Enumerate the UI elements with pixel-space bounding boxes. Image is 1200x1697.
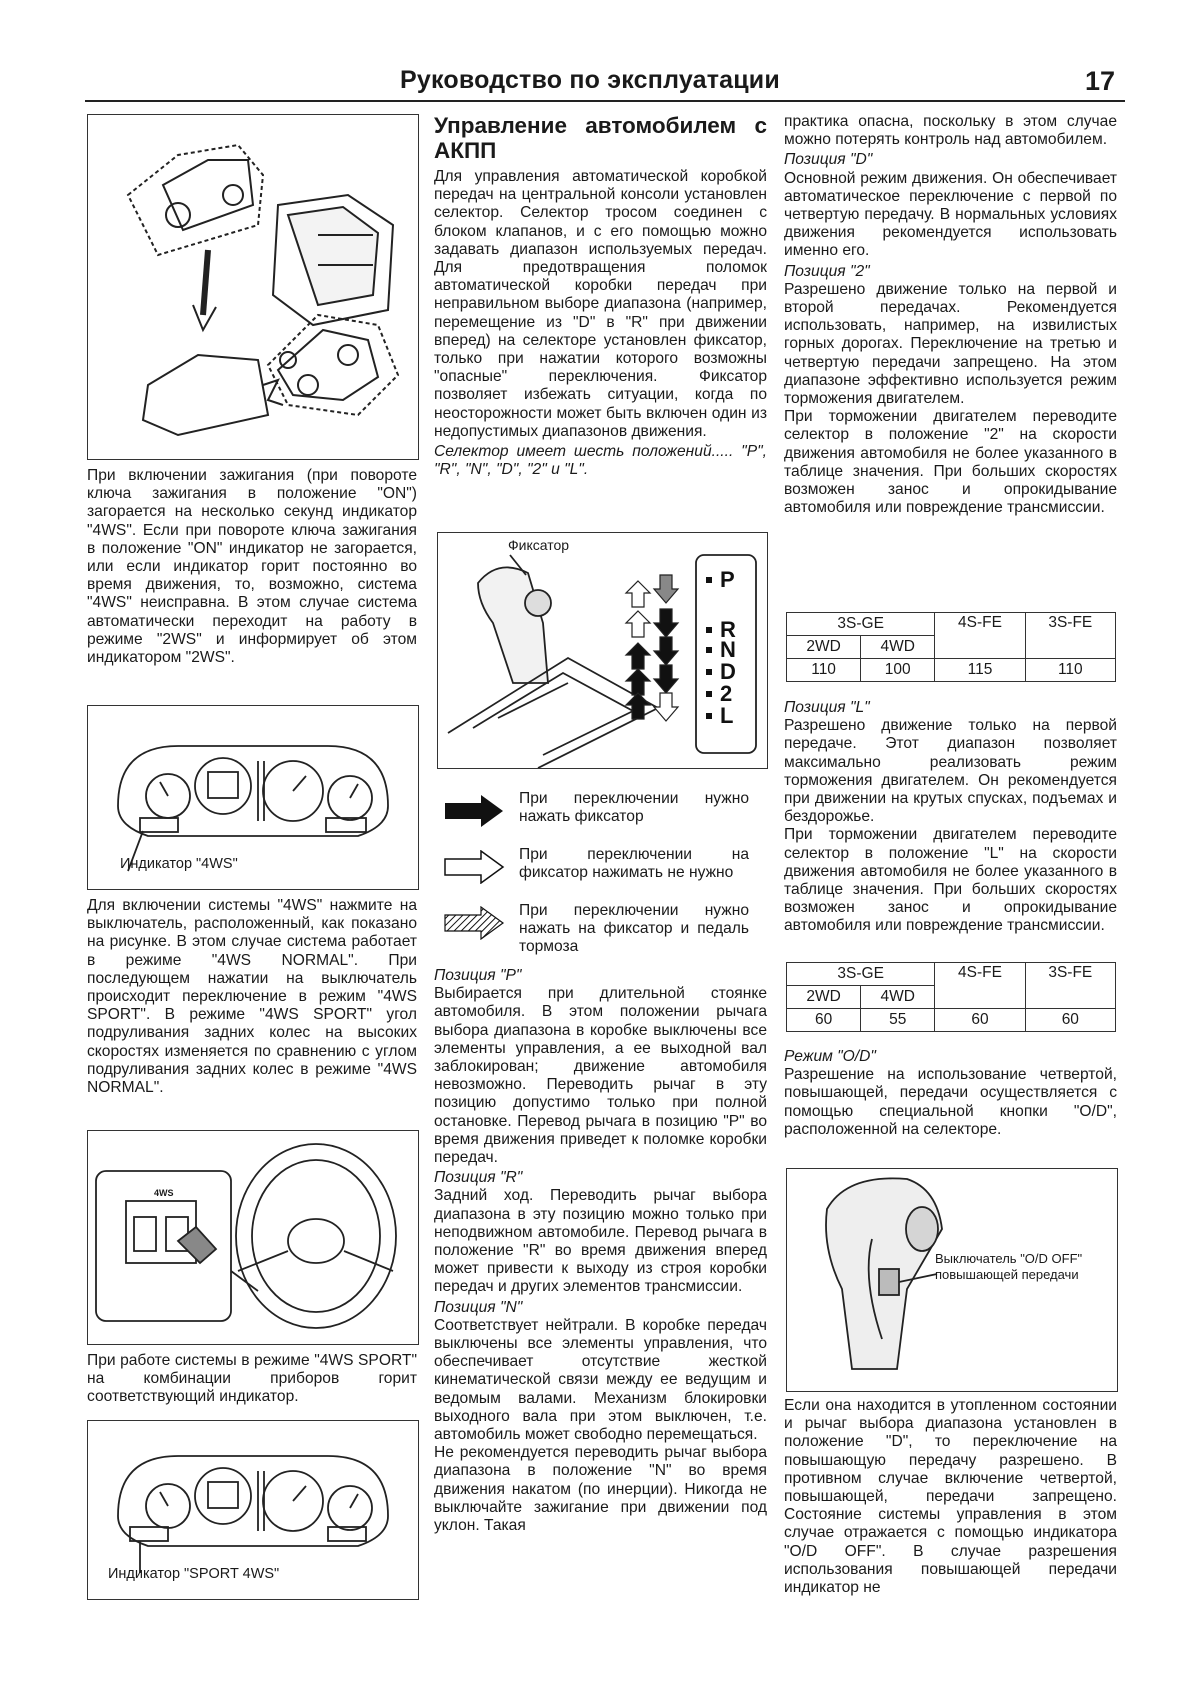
- middle-text-2: [434, 965, 767, 1535]
- table2-header-4sfe: 4S-FE: [935, 963, 1025, 1009]
- position-d-title: Позиция "D": [784, 151, 873, 169]
- table1-cell: 110: [787, 659, 861, 682]
- table2-cell: 60: [935, 1009, 1025, 1032]
- gear-letters: [706, 567, 736, 728]
- paragraph-ignition: При включении зажигания (при повороте ключа зажигания в положение "ON") загорается на несколько секунд индикатор "4WS". Если при повороте ключа зажигания в положение "ON" индикатор не загорается, или если индикатор горит постоянно во время движения, то, возможно, система "4WS" неисправна. В этом случае система автоматически переходит на работу в режиме "2WS" и информирует об этом индикатором "2WS".: [87, 467, 417, 667]
- gear-selector-illustration: [438, 533, 767, 768]
- black-arrow-icon: [443, 794, 505, 828]
- gear-l: L: [720, 703, 734, 728]
- arrow-legend: [443, 790, 763, 960]
- position-d-text: Основной режим движения. Он обеспечивает автоматическое переключение с первой по четвертую передачу. В нормальных условиях движения рекомендуется использовать именно его.: [784, 169, 1117, 260]
- position-l-title: Позиция "L": [784, 699, 870, 716]
- right-text-2: [784, 697, 1117, 936]
- caption-sport-4ws-indicator: Индикатор "SPORT 4WS": [108, 1566, 280, 1582]
- gear-d: D: [720, 659, 736, 684]
- table2-sub-2wd: 2WD: [787, 986, 861, 1009]
- position-2-braking: При торможении двигателем переводите селектор в положение "2" на скорости движения автомобиля не более указанного в таблице значения. При больших скоростях возможен занос и опрокидывание автомобиля или повреждение трансмиссии.: [784, 408, 1117, 517]
- table2-cell: 60: [787, 1009, 861, 1032]
- table1-sub-2wd: 2WD: [787, 636, 861, 659]
- switch-label-4ws: 4WS: [154, 1188, 174, 1198]
- table1-cell: 100: [861, 659, 935, 682]
- position-l-text: Разрешено движение только на первой передаче. Этот диапазон позволяет максимально реализовать режим торможения двигателем. Он рекомендуется при движении на крутых спусках, подъемах и бездорожье.: [784, 717, 1117, 826]
- table2-cell: 55: [861, 1009, 935, 1032]
- figure-car-collision: [87, 114, 419, 460]
- position-n-title: Позиция "N": [434, 1298, 523, 1316]
- left-text-2: [87, 897, 417, 1097]
- gear-n: N: [720, 637, 736, 662]
- paragraph-selector: Для управления автоматической коробкой передач на центральной консоли установлен селектор. Селектор тросом соединен с блоком клапанов, и с его помощью можно задавать диапазон используемых передач. Для предотвращения поломок автоматической коробки передач при неправильном выборе диапазона (например, перемещение из "D" в "R" при движении вперед) на селекторе установлен фиксатор, только при нажатии которого возможны "опасные" переключения. Фиксатор позволяет избежать ситуации, когда по неосторожности может быть включен один из недопустимых диапазонов движения.: [434, 168, 767, 440]
- car-collision-illustration: [88, 115, 418, 459]
- position-n-text-2: Не рекомендуется переводить рычаг выбора диапазона в положение "N" во время движения накатом (по инерции). Никогда не выключайте зажигание при движении под уклон. Такая: [434, 1444, 767, 1535]
- position-p-text: Выбирается при длительной стоянке автомобиля. В этом положении рычага выбора диапазона в коробке выключены все элементы управления, а ее выходной вал заблокирован; движение автомобиля невозможно. Переводить рычаг в эту позицию допустимо только при полной остановке. Перевод рычага в позицию "P" во время движения приведет к поломке коробки передач.: [434, 985, 767, 1167]
- speed-table-position-l: [786, 962, 1116, 1032]
- figure-dashboard-4ws: [87, 705, 419, 890]
- table2-cell: 60: [1025, 1009, 1115, 1032]
- caption-4ws-indicator: Индикатор "4WS": [120, 856, 238, 872]
- paragraph-continuation: практика опасна, поскольку в этом случае можно потерять контроль над автомобилем.: [784, 113, 1117, 149]
- speed-table-position-2: [786, 612, 1116, 682]
- steering-wheel-illustration: [88, 1131, 418, 1344]
- selector-positions-note: Селектор имеет шесть положений..... "P", "R", "N", "D", "2" и "L".: [434, 443, 767, 479]
- gear-2: 2: [720, 681, 733, 706]
- page-number: 17: [1084, 66, 1115, 96]
- table1-sub-4wd: 4WD: [861, 636, 935, 659]
- legend-text-black: При переключении нужно нажать фиксатор: [519, 790, 749, 826]
- paragraph-4ws-switch: Для включении системы "4WS" нажмите на выключатель, расположенный, как показано на рисунке. В этом случае система работает в режиме "4WS NORMAL". При последующем нажатии на выключатель происходит переключение в режим "4WS SPORT". В режиме "4WS SPORT" угол подруливания задних колес на высоких скоростях изменяется по сравнению с углом подруливания задних колес в режиме "4WS NORMAL".: [87, 897, 417, 1097]
- position-p-title: Позиция "P": [434, 967, 522, 984]
- legend-text-white: При переключении на фиксатор нажимать не нужно: [519, 846, 749, 882]
- position-2-title: Позиция "2": [784, 262, 870, 280]
- table2-sub-4wd: 4WD: [861, 986, 935, 1009]
- position-l-braking: При торможении двигателем переводите селектор в положение "L" на скорости движения автомобиля не более указанного в таблице значения. При больших скоростях возможен занос и опрокидывание автомобиля или повреждение трансмиссии.: [784, 826, 1117, 935]
- figure-gear-selector: [437, 532, 768, 769]
- hatched-arrow-icon: [443, 906, 505, 940]
- table1-cell: 110: [1025, 659, 1115, 682]
- right-text-1: [784, 113, 1117, 517]
- figure-4ws-switch: [87, 1130, 419, 1345]
- label-od-off-switch: Выключатель "O/D OFF" повышающей передачи: [935, 1251, 1083, 1282]
- position-r-title: Позиция "R": [434, 1169, 523, 1187]
- od-mode-title: Режим "O/D": [784, 1048, 876, 1065]
- middle-text-1: [434, 113, 767, 479]
- od-mode-text: Разрешение на использование четвертой, повышающей, передачи осуществляется с помощью специальной кнопки "O/D", расположенной на селекторе.: [784, 1066, 1117, 1138]
- position-2-text: Разрешено движение только на первой и второй передачах. Рекомендуется использовать, например, на извилистых горных дорогах. Переключение на третью и четвертую передачи запрещено. На этом диапазоне эффективно используется режим торможения двигателем.: [784, 280, 1117, 408]
- paragraph-od-indicator: Если она находится в утопленном состоянии и рычаг выбора диапазона установлен в положение "D", то переключение на повышающую передачу разрешено. В противном случае включение четвертой, повышающей, передачи запрещено. Состояние системы управления в этом случае отражается с помощью индикатора "O/D OFF". В случае разрешения использования повышающей передачи индикатор не: [784, 1397, 1117, 1597]
- header-title: Руководство по эксплуатации: [400, 66, 780, 94]
- table1-cell: 115: [935, 659, 1025, 682]
- figure-od-switch: [786, 1168, 1118, 1392]
- table1-header-3sfe: 3S-FE: [1025, 613, 1115, 659]
- paragraph-4ws-sport: При работе системы в режиме "4WS SPORT" на комбинации приборов горит соответствующий индикатор.: [87, 1352, 417, 1406]
- left-text-3: [87, 1352, 417, 1407]
- left-text-1: [87, 467, 417, 667]
- table2-header-3sfe: 3S-FE: [1025, 963, 1115, 1009]
- page-header: [85, 62, 1125, 102]
- legend-row-hatched: [443, 902, 749, 956]
- right-text-4: [784, 1397, 1117, 1597]
- legend-text-hatched: При переключении нужно нажать на фиксатор и педаль тормоза: [519, 902, 749, 956]
- gear-p: P: [720, 567, 735, 592]
- legend-row-white: [443, 846, 748, 896]
- section-title-akpp: Управление автомобилем с АКПП: [434, 113, 767, 163]
- right-text-3: [784, 1046, 1117, 1139]
- figure-dashboard-sport: [87, 1420, 419, 1600]
- white-arrow-icon: [443, 850, 505, 884]
- table2-header-3sge: 3S-GE: [787, 963, 935, 986]
- label-fixator: Фиксатор: [508, 537, 570, 553]
- table1-header-4sfe: 4S-FE: [935, 613, 1025, 659]
- position-n-text: Соответствует нейтрали. В коробке передач выключены все элементы управления, что обеспечивает отсутствие жесткой кинематической связи между ее ведущим и ведомым валами. Механизм блокировки выходного вала при этом выключен, т.е. автомобиль может свободно перемещаться.: [434, 1316, 767, 1444]
- table1-header-3sge: 3S-GE: [787, 613, 935, 636]
- position-r-text: Задний ход. Переводить рычаг выбора диапазона в эту позицию можно только при неподвижном автомобиле. Перевод рычага в положение "R" во время движения вперед может привести к выходу из строя коробки передач и других элементов трансмиссии.: [434, 1187, 767, 1296]
- legend-row-black: [443, 790, 748, 840]
- gear-r: R: [720, 617, 736, 642]
